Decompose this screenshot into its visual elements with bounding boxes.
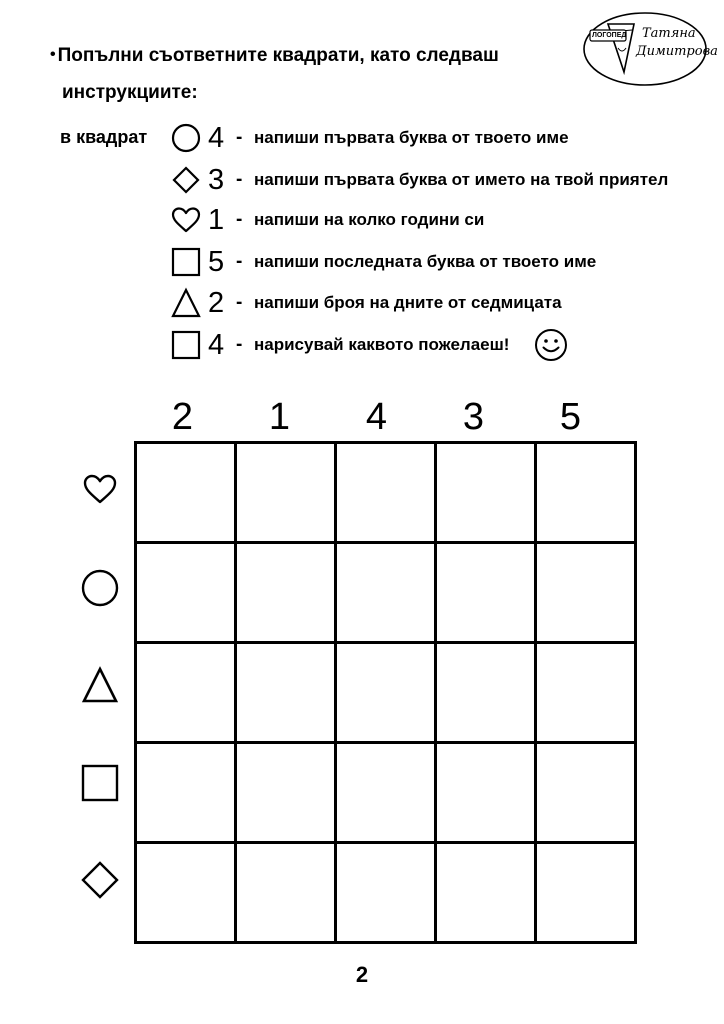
instruction-text: напиши броя на дните от седмицата [254,293,562,312]
grid-cell[interactable] [436,843,536,943]
intro-label: в квадрат [60,127,148,147]
instruction-text: нарисувай каквото пожелаеш! [254,335,510,354]
page-number: 2 [355,962,369,987]
grid-cell[interactable] [336,843,436,943]
grid-cell[interactable] [536,543,636,643]
square-icon [168,327,204,363]
instruction-dash: - [236,334,243,355]
column-header: 1 [268,396,291,438]
instruction-number: 3 [208,164,225,196]
instruction-text: напиши последната буква от твоето име [254,252,597,271]
title-line-1: Попълни съответните квадрати, като следваш [57,45,499,66]
logo-name-last: Димитрова [636,44,718,59]
instruction-title [50,36,499,111]
diamond-icon [168,162,204,198]
instruction-number: 1 [208,204,225,236]
grid-cell[interactable] [236,843,336,943]
grid-cell[interactable] [536,443,636,543]
heart-icon [80,469,120,509]
grid-cell[interactable] [136,443,236,543]
logo-label: ЛОГОПЕД [592,32,627,39]
grid-cell[interactable] [436,743,536,843]
instruction-text: напиши на колко години си [254,210,485,229]
circle-icon [80,568,120,608]
instruction-dash: - [236,169,243,190]
instruction-dash: - [236,127,243,148]
logo [582,10,718,88]
logo-name-first: Татяна [642,26,696,41]
grid-cell[interactable] [136,543,236,643]
instruction-dash: - [236,292,243,313]
grid-cell[interactable] [536,643,636,743]
column-header: 5 [559,396,582,438]
smiley-icon [533,327,569,363]
instruction-number: 2 [208,287,225,319]
grid-row [136,443,636,543]
title-bullet: • [50,46,56,63]
grid-cell[interactable] [236,543,336,643]
grid-cell[interactable] [436,643,536,743]
square-icon [80,763,120,803]
column-header: 2 [171,396,194,438]
triangle-icon [168,285,204,321]
instruction-number: 4 [208,329,225,361]
diamond-icon [80,860,120,900]
grid-cell[interactable] [436,543,536,643]
instruction-text: напиши първата буква от името на твой приятел [254,170,669,189]
instruction-number: 5 [208,246,225,278]
grid-row [136,643,636,743]
heart-icon [168,202,204,238]
square-icon [168,244,204,280]
column-header: 3 [462,396,485,438]
grid-cell[interactable] [336,543,436,643]
grid-row [136,843,636,943]
instruction-number: 4 [208,122,225,154]
instruction-dash: - [236,251,243,272]
grid-cell[interactable] [136,843,236,943]
circle-icon [168,120,204,156]
grid-cell[interactable] [336,443,436,543]
triangle-icon [80,665,120,705]
grid-cell[interactable] [236,443,336,543]
grid-cell[interactable] [236,743,336,843]
grid-cell[interactable] [136,743,236,843]
grid-cell[interactable] [336,643,436,743]
grid-cell[interactable] [536,843,636,943]
grid-cell[interactable] [436,443,536,543]
column-header: 4 [365,396,388,438]
grid-row [136,543,636,643]
instruction-text: напиши първата буква от твоето име [254,128,569,147]
instruction-dash: - [236,209,243,230]
grid-cell[interactable] [236,643,336,743]
grid-cell[interactable] [136,643,236,743]
grid-row [136,743,636,843]
grid-cell[interactable] [536,743,636,843]
title-line-2: инструкциите: [62,82,198,103]
grid-cell[interactable] [336,743,436,843]
answer-grid [134,441,637,944]
